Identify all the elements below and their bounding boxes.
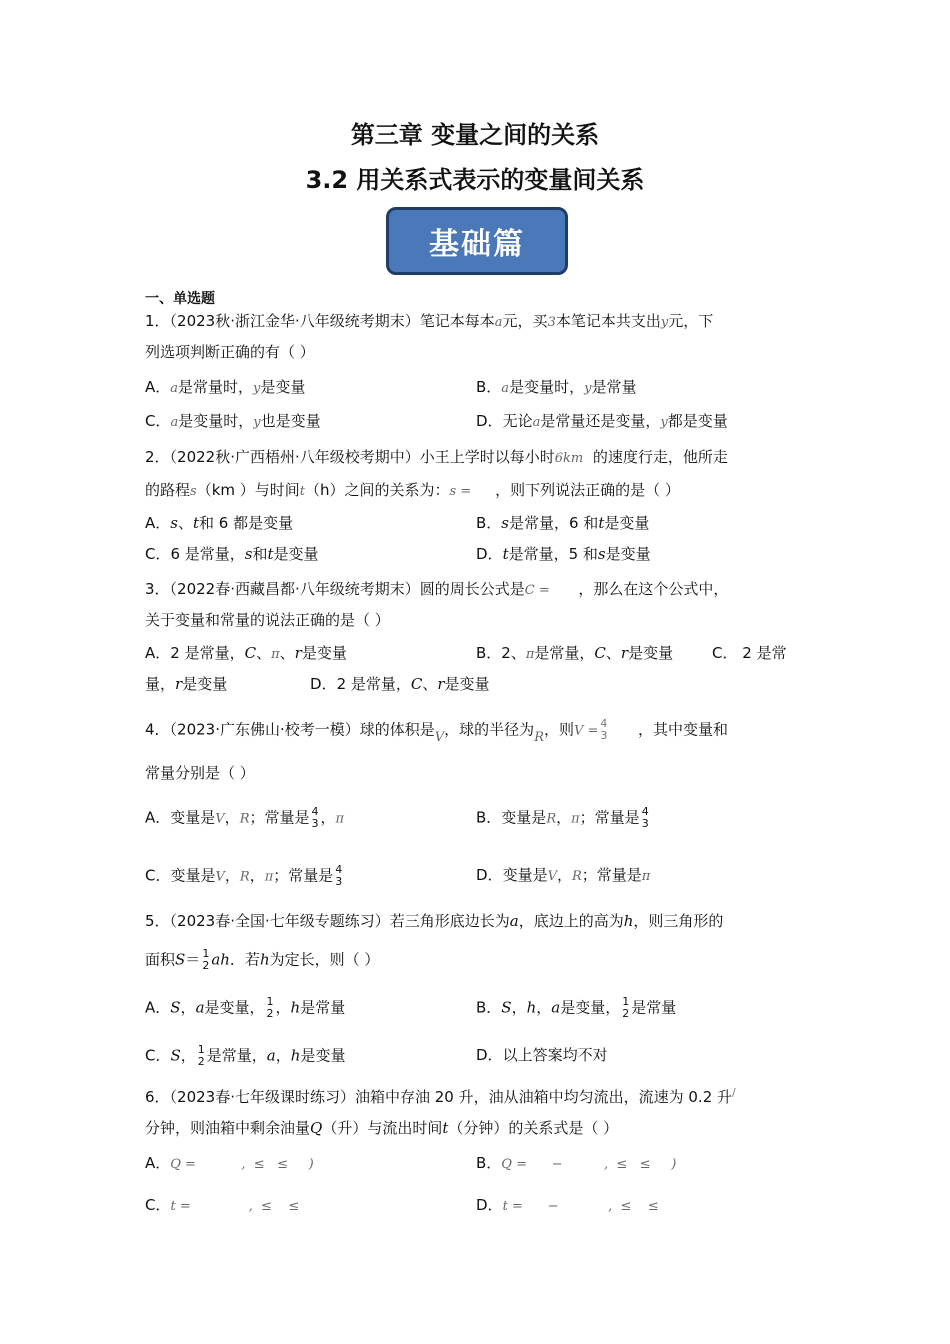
fraction-denominator: 2 [622,1007,630,1020]
option-c[interactable] [145,543,319,564]
fraction-numerator: 4 [641,805,649,818]
math-var: a [195,998,205,1017]
option-text: 是常量，5 和 [508,545,598,563]
option-text: 、 [422,675,438,693]
math-var: r [175,675,183,693]
q-text: 球的体积是 [359,720,435,739]
option-text: 2、 [501,644,526,662]
section-heading: 一、单选题 [145,291,215,307]
option-text: 、 [177,514,193,532]
chapter-title: 第三章 变量之间的关系 [350,121,600,149]
q-source: （2023·广东佛山·校考一模） [169,720,360,739]
q-source: （2023秋·浙江金华·八年级统考期末） [169,312,420,330]
option-label: A． [145,998,171,1017]
math-formula: C = [524,583,550,598]
math-var: R [571,869,582,884]
math-var: y [253,381,261,396]
q-text: 元，下 [668,312,714,330]
option-d[interactable] [476,864,650,885]
option-label: A． [145,378,171,396]
q-text: （km ）与时间 [196,481,300,499]
math-var: π [525,647,535,662]
option-d[interactable] [476,1194,659,1215]
question-1-line-2: 列选项判断正确的有（ ） [145,343,315,361]
option-label: D． [476,545,503,563]
option-c[interactable] [145,1194,299,1215]
option-a[interactable] [145,806,344,830]
math-var: V [215,811,225,827]
option-text: ， [556,808,572,827]
option-label: C． [145,866,171,885]
option-d[interactable] [476,410,728,431]
option-b[interactable] [476,642,673,663]
q-text: 本笔记本共支出 [555,312,661,330]
fraction-denominator: 3 [311,817,319,830]
option-text: 变量是 [501,808,547,827]
option-text: ， [536,998,552,1017]
option-text: 是变量， [560,998,621,1017]
q-text: （分钟）的关系式是（ ） [448,1119,619,1137]
math-var: t [299,484,305,499]
option-c[interactable] [145,864,344,888]
math-var: s [244,545,253,563]
option-text: 是变量 [182,675,228,693]
option-label: B． [476,1154,502,1172]
fraction-denominator: 3 [600,729,608,742]
math-var: S [170,1046,181,1065]
question-6 [145,1086,736,1107]
math-formula: V = [574,723,599,739]
fraction-denominator: 2 [197,1055,205,1068]
math-var: π [571,811,580,827]
option-text: 变量是 [170,808,216,827]
option-text: 、 [605,644,621,662]
q-number: 1． [145,312,170,330]
option-text: ， [320,808,336,827]
fraction [202,948,209,972]
option-text: 是变量时， [509,378,585,396]
option-label: D． [476,866,503,884]
math-var: r [294,644,302,662]
option-text: 是变量 [301,644,347,662]
math-var: π [335,811,345,827]
option-text: ；常量是 [273,866,334,885]
q-text: 面积 [145,950,176,969]
option-b[interactable] [476,376,636,397]
math-var: S [170,998,181,1017]
option-text: ， [224,866,240,885]
option-label: B． [476,644,502,662]
fraction-numerator: 1 [202,947,210,960]
option-text: 是变量 [300,1046,346,1065]
math-var: 3 [547,315,556,330]
option-d[interactable] [476,1044,608,1065]
math-var: a [170,415,179,430]
math-var: t [192,514,200,532]
option-b[interactable] [476,996,676,1020]
option-text: ；常量是 [249,808,310,827]
option-label: A． [145,514,171,532]
q-text: ，球的半径为 [444,720,535,739]
option-text: ；常量是 [581,866,642,884]
option-text: 是常量时， [178,378,254,396]
math-var: S [175,950,186,969]
q-text: 笔记本每本 [419,312,495,330]
math-formula: t = − , ≤ ≤ [502,1199,659,1214]
math-var: a [509,912,519,930]
option-label: A． [145,644,171,662]
q-number: 4． [145,720,170,739]
q-text: / [732,1086,736,1099]
fraction [600,718,607,742]
option-text: 无论 [502,412,533,430]
math-var: π [641,869,651,884]
math-formula: s = [449,484,472,499]
q-text: 元，买 [502,312,548,330]
q-number: 6． [145,1088,170,1106]
question-4 [145,717,729,745]
math-var: R [534,729,544,745]
math-var: t [267,545,274,563]
option-d[interactable] [310,673,490,694]
option-text: 是变量 [605,545,651,563]
math-var: R [239,811,250,827]
option-a[interactable] [145,642,347,663]
q-number: 5． [145,912,170,930]
math-var: a [266,1046,276,1065]
option-text: 6 是常量， [170,545,245,563]
option-label: C． [145,412,171,430]
math-var: a [551,998,561,1017]
math-var: s [170,514,178,532]
math-var: a [494,315,503,330]
question-2-line-2 [145,479,680,500]
option-b[interactable] [476,806,651,830]
q-text: （升）与流出时间 [322,1119,443,1137]
math-var: π [271,647,280,662]
math-var: V [547,869,557,884]
option-label: C． [712,644,738,662]
fraction [312,806,319,830]
option-c[interactable] [145,1044,345,1068]
option-text: 变量是 [170,866,216,885]
math-formula: t = , ≤ ≤ [170,1199,300,1214]
q-source: （2023春·全国·七年级专题练习） [169,912,390,930]
q-source: （2022秋·广西梧州·八年级校考期中） [169,448,420,466]
math-var: y [660,315,669,330]
q-text: 油箱中存油 20 升，油从油箱中均匀流出，流速为 0.2 升 [355,1088,733,1106]
option-label: C． [145,1196,171,1214]
q-text: ，其中变量和 [638,720,729,739]
math-var: ah [211,950,230,969]
q-text: 小王上学时以每小时 [419,448,555,466]
option-text: 2 是常量， [170,644,245,662]
q-text: ，则下列说法正确的是（ ） [495,481,680,499]
math-var: r [620,644,629,662]
option-text: 是常量 [591,378,637,396]
fraction [642,806,649,830]
option-label: D． [476,1046,503,1064]
option-label: A． [145,808,171,827]
math-formula: Q = , ≤ ≤ ) [170,1157,314,1172]
option-text: 都是变量 [667,412,728,430]
q-text: ＝ [185,950,201,969]
math-var: Q [310,1119,323,1137]
option-text: ， [249,866,265,885]
question-2 [145,446,728,467]
math-var: h [623,912,634,930]
math-var: s [597,545,606,563]
math-var: y [660,415,668,430]
section-title: 3.2 用关系式表示的变量间关系 [305,166,645,194]
question-5 [145,910,723,931]
math-var: a [532,415,541,430]
option-text: 和 6 都是变量 [199,514,294,532]
math-var: y [584,381,592,396]
option-label: D． [476,1196,503,1214]
question-1 [145,310,713,331]
math-var: a [170,381,179,396]
option-c[interactable] [712,642,787,663]
q-text: 若三角形底边长为 [389,912,510,930]
question-3 [145,578,728,599]
q-number: 3． [145,580,170,598]
q-text: ．若 [229,950,260,969]
option-label: C． [145,1046,171,1065]
option-text: ， [224,808,240,827]
option-text: 是变量 [273,545,319,563]
q-text: 圆的周长公式是 [419,580,525,598]
fraction-denominator: 2 [266,1007,274,1020]
option-text: ， [511,998,527,1017]
option-a[interactable] [145,512,293,533]
option-c-continued[interactable] [145,673,227,694]
option-text: ；常量是 [579,808,640,827]
math-var: t [442,1119,449,1137]
math-var: R [239,869,250,885]
option-text: 是变量 [628,644,674,662]
option-text: 2 是常量， [336,675,411,693]
math-var: s [501,514,509,532]
option-text: 是常量，6 和 [509,514,599,532]
question-4-line-2: 常量分别是（ ） [145,764,255,782]
math-var: a [501,381,510,396]
option-text: ， [180,1046,196,1065]
question-3-line-2: 关于变量和常量的说法正确的是（ ） [145,611,390,629]
math-var: 6km [554,451,584,466]
option-a[interactable] [145,1152,314,1173]
q-text: ，则 [543,720,574,739]
option-label: D． [310,675,337,693]
q-text: 为定长，则（ ） [269,950,380,969]
option-text: 是常量还是变量， [540,412,661,430]
fraction-numerator: 4 [335,863,343,876]
option-text: 是变量 [444,675,490,693]
level-badge: 基础篇 [386,207,568,275]
option-label: B． [476,378,502,396]
math-var: R [546,811,557,827]
math-var: y [253,415,261,430]
fraction-numerator: 1 [266,995,274,1008]
fraction-denominator: 2 [202,959,210,972]
q-text: ，底边上的高为 [518,912,624,930]
math-var: V [434,729,445,745]
fraction-numerator: 1 [197,1043,205,1056]
q-text: 的路程 [145,481,191,499]
fraction [267,996,274,1020]
math-var: h [290,998,301,1017]
option-label: B． [476,514,502,532]
option-label: A． [145,1154,171,1172]
fraction-numerator: 4 [600,717,608,730]
fraction [198,1044,205,1068]
fraction-numerator: 4 [311,805,319,818]
q-text: （h）之间的关系为： [305,481,450,499]
option-text: 2 是常 [737,644,787,662]
q-text: 分钟，则油箱中剩余油量 [145,1119,311,1137]
option-label: B． [476,808,502,827]
q-source: （2023春·七年级课时练习） [169,1088,355,1106]
option-text: 变量是 [502,866,548,884]
option-label: D． [476,412,503,430]
option-d[interactable] [476,543,651,564]
q-source: （2022春·西藏昌都·八年级统考期末） [169,580,420,598]
option-text: 和 [252,545,268,563]
math-var: t [502,545,509,563]
math-var: h [259,950,270,969]
option-text: 、 [256,644,272,662]
question-6-line-2 [145,1117,618,1138]
option-text: 是变量 [260,378,306,396]
option-text: 是常量， [206,1046,267,1065]
option-text: ， [556,866,572,884]
math-var: h [290,1046,301,1065]
option-text: 也是变量 [260,412,321,430]
option-text: 是变量 [604,514,650,532]
math-var: h [526,998,537,1017]
math-var: s [190,484,197,499]
math-formula: Q = − , ≤ ≤ ) [501,1157,677,1172]
option-text: ， [275,1046,291,1065]
math-var: S [501,998,512,1017]
math-var: V [215,869,225,885]
option-label: B． [476,998,502,1017]
option-text: 是变量时， [178,412,254,430]
option-text: ， [275,998,291,1017]
option-text: ， [180,998,196,1017]
fraction-denominator: 3 [335,875,343,888]
option-text: 是常量 [300,998,346,1017]
option-text: 、 [279,644,295,662]
option-c[interactable] [145,410,321,431]
fraction [335,864,342,888]
option-b[interactable] [476,1152,676,1173]
question-5-line-2 [145,948,379,972]
q-text: ，那么在这个公式中， [578,580,729,598]
option-text: 量， [145,675,176,693]
option-text: 是常量， [534,644,595,662]
fraction-numerator: 1 [622,995,630,1008]
option-label: C． [145,545,171,563]
option-text: 以上答案均不对 [502,1046,608,1064]
q-number: 2． [145,448,170,466]
math-var: C [244,644,257,662]
math-var: C [594,644,606,662]
math-var: r [437,675,445,693]
option-text: 是变量， [204,998,265,1017]
fraction-denominator: 3 [641,817,649,830]
math-var: π [264,869,274,885]
math-var: t [598,514,605,532]
option-a[interactable] [145,996,345,1020]
math-var: C [410,675,423,693]
fraction [622,996,629,1020]
option-b[interactable] [476,512,649,533]
option-text: 是常量 [631,998,677,1017]
q-text: ，则三角形的 [633,912,724,930]
option-a[interactable] [145,376,305,397]
q-text: 的速度行走，他所走 [592,448,728,466]
